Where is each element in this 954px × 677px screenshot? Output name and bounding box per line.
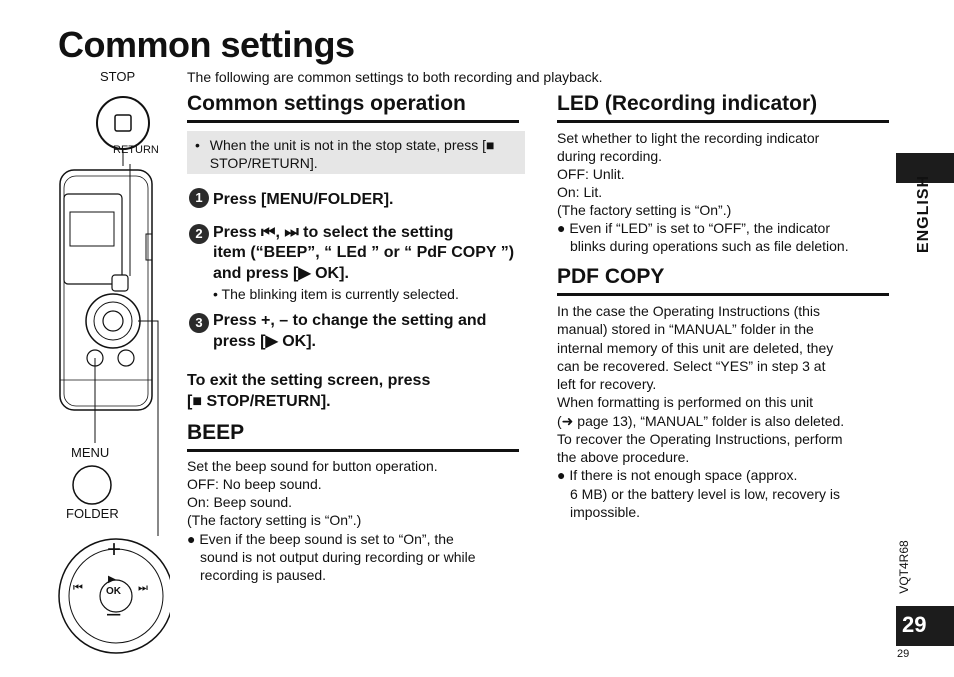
led-off-line: OFF: Unlit. — [557, 166, 625, 182]
pdf-line-2: manual) stored in “MANUAL” folder in the — [557, 321, 814, 337]
stop-button-circle — [97, 97, 149, 149]
page-number-badge: 29 — [896, 606, 954, 646]
step-2-sub-note: • The blinking item is currently selected. — [213, 286, 459, 302]
beep-off-line: OFF: No beep sound. — [187, 476, 322, 492]
intro-text: The following are common settings to both recording and playback. — [187, 69, 603, 85]
step-2-line-1: Press ⏮, ⏭ to select the setting — [213, 224, 454, 241]
document-code: VQT4R68 — [897, 540, 911, 594]
step-2-number: 2 — [189, 224, 209, 244]
led-heading: LED (Recording indicator) — [557, 92, 889, 123]
pdf-line-6: When formatting is performed on this unit — [557, 394, 814, 410]
step-1-text: Press [MENU/FOLDER]. — [213, 191, 394, 208]
pdf-line-3: internal memory of this unit are deleted, they — [557, 340, 834, 356]
beep-on-line: On: Beep sound. — [187, 494, 293, 510]
stop-state-note — [187, 131, 525, 174]
beep-heading: BEEP — [187, 421, 519, 452]
folder-button-circle — [73, 466, 111, 504]
note-bullet: • — [195, 137, 200, 153]
minus-icon: – — [107, 600, 121, 627]
pdf-note-line-2: 6 MB) or the battery level is low, recovery is — [570, 486, 840, 502]
led-note-line-2: blinks during operations such as file deletion. — [570, 238, 849, 254]
note-text: When the unit is not in the stop state, press [■ STOP/RETURN]. — [209, 137, 495, 171]
pdf-note-line-1: ● If there is not enough space (approx. — [557, 467, 798, 483]
step-1-number: 1 — [189, 188, 209, 208]
step-3-line-1: Press +, – to change the setting and — [213, 312, 487, 329]
ok-label: OK — [106, 586, 121, 597]
step-2-line-3: and press [▶ OK]. — [213, 265, 349, 282]
return-label: RETURN — [113, 144, 159, 156]
pdf-line-5: left for recovery. — [557, 376, 657, 392]
page-footer-number: 29 — [897, 648, 910, 660]
exit-line-1: To exit the setting screen, press — [187, 372, 431, 389]
pdf-line-1: In the case the Operating Instructions (this — [557, 303, 821, 319]
beep-note-line-3: recording is paused. — [200, 567, 327, 583]
led-line-1: Set whether to light the recording indicator — [557, 130, 820, 146]
beep-note-line-1: ● Even if the beep sound is set to “On”, the — [187, 531, 454, 547]
folder-label: FOLDER — [66, 506, 119, 521]
pdf-line-9: the above procedure. — [557, 449, 690, 465]
page-title: Common settings — [58, 24, 355, 65]
beep-note-line-2: sound is not output during recording or while — [200, 549, 476, 565]
language-label: ENGLISH — [915, 174, 932, 254]
return-key — [112, 275, 128, 291]
recorder-illustration — [50, 66, 170, 676]
step-2-line-2: item (“BEEP”, “ LEd ” or “ PdF COPY ”) — [213, 244, 515, 261]
beep-factory-line: (The factory setting is “On”.) — [187, 512, 362, 528]
pdf-line-4: can be recovered. Select “YES” in step 3 at — [557, 358, 826, 374]
display-frame — [64, 194, 122, 284]
menu-label: MENU — [71, 445, 110, 460]
led-note-line-1: ● Even if “LED” is set to “OFF”, the indicator — [557, 220, 830, 236]
pdf-note-line-3: impossible. — [570, 504, 641, 520]
led-line-2: during recording. — [557, 148, 663, 164]
next-icon: ⏭ — [138, 582, 148, 594]
stop-label: STOP — [100, 69, 136, 84]
step-3-number: 3 — [189, 313, 209, 333]
plus-icon: + — [107, 536, 122, 563]
exit-line-2: [■ STOP/RETURN]. — [187, 393, 331, 410]
pdf-line-7: (➜ page 13), “MANUAL” folder is also deleted. — [557, 413, 845, 429]
pdf-line-8: To recover the Operating Instructions, perform — [557, 431, 843, 447]
led-factory-line: (The factory setting is “On”.) — [557, 202, 732, 218]
play-icon: ▶ — [108, 574, 116, 585]
common-ops-heading: Common settings operation — [187, 92, 519, 123]
beep-line-1: Set the beep sound for button operation. — [187, 458, 438, 474]
led-on-line: On: Lit. — [557, 184, 603, 200]
step-3-line-2: press [▶ OK]. — [213, 333, 316, 350]
pdf-copy-heading: PDF COPY — [557, 265, 889, 296]
prev-icon: ⏮ — [73, 582, 83, 594]
